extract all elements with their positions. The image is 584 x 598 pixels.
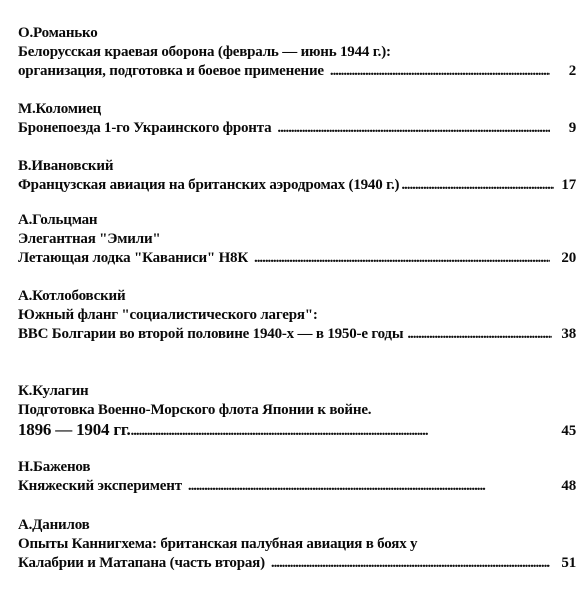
entry-title-text: ВВС Болгарии во второй половине 1940-х — в 1950-е годы [18,326,404,342]
entry-title-text: Княжеский эксперимент [18,478,182,494]
toc-entry [18,211,576,268]
toc-entry [18,382,576,439]
entry-page-number: 20 [561,250,576,266]
entry-title-line: Подготовка Военно-Морского флота Японии к войне. [18,402,372,418]
entry-last-line [18,325,576,344]
entry-title-line: Белорусская краевая оборона (февраль — июнь 1944 г.): [18,44,391,60]
entry-page-number: 48 [561,478,576,494]
entry-author: О.Романько [18,25,98,41]
dot-leader [188,477,550,496]
entry-author: А.Котлобовский [18,288,126,304]
entry-title-line: Элегантная "Эмили" [18,231,161,247]
entry-last-line [18,554,576,573]
entry-last-line [18,249,576,268]
entry-last-line [18,176,576,195]
entry-page-number: 9 [568,120,576,136]
entry-last-line [18,420,576,439]
entry-title-line: Южный фланг "социалистического лагеря": [18,307,318,323]
toc-entry [18,24,576,81]
entry-page-number: 51 [561,555,576,571]
toc-entry [18,157,576,195]
entry-title-line: Опыты Каннигхема: британская палубная авиация в боях у [18,536,418,552]
entry-last-line [18,62,576,81]
entry-last-line [18,477,576,496]
entry-page-number: 17 [561,177,576,193]
entry-title-text: Французская авиация на британских аэродромах (1940 г.) [18,177,400,193]
entry-title-text: 1896 — 1904 гг. [18,420,131,439]
entry-author: К.Кулагин [18,383,89,399]
entry-title-text: организация, подготовка и боевое применение [18,63,324,79]
entry-author: В.Ивановский [18,158,114,174]
dot-leader [131,422,552,441]
entry-title-text: Летающая лодка "Каваниси" Н8К [18,250,249,266]
dot-leader [277,119,550,138]
dot-leader [407,325,552,344]
entry-title-text: Калабрии и Матапана (часть вторая) [18,555,265,571]
entry-author: А.Данилов [18,517,90,533]
entry-author: А.Гольцман [18,212,98,228]
dot-leader [401,176,554,195]
dot-leader [254,249,550,268]
toc-entry [18,287,576,344]
entry-last-line [18,119,576,138]
entry-author: М.Коломиец [18,101,102,117]
entry-author: Н.Баженов [18,459,91,475]
entry-title-text: Бронепоезда 1-го Украинского фронта [18,120,272,136]
dot-leader [330,62,550,81]
entry-page-number: 2 [568,63,576,79]
entry-page-number: 45 [561,423,576,439]
entry-page-number: 38 [561,326,576,342]
dot-leader [271,554,550,573]
toc-entry [18,100,576,138]
toc-entry [18,458,576,496]
toc-entry [18,516,576,573]
